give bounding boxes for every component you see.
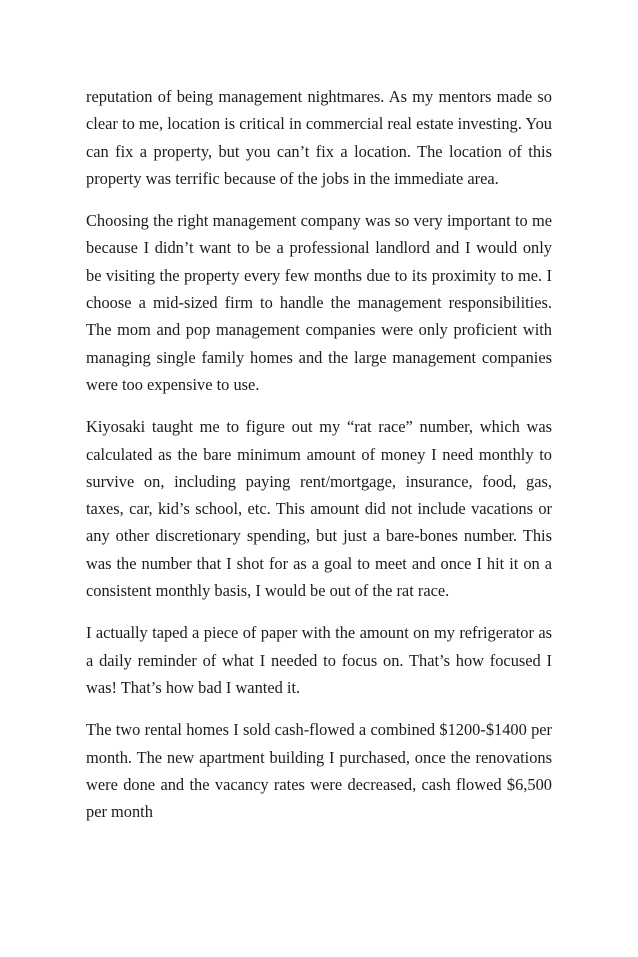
paragraph-location: reputation of being management nightmares. As my mentors made so clear to me, location is critical in commercial real estate investing. You can fix a property, but you can’t fix a location. The location of this property was terrific because of the jobs in the immediate area. [86,87,552,188]
paragraph-cash-flow: The two rental homes I sold cash-flowed a combined $1200-$1400 per month. The new apartment building I purchased, once the renovations were done and the vacancy rates were decreased, cash flowed $6,500 per month [86,720,552,822]
paragraph-refrigerator-reminder: I actually taped a piece of paper with the amount on my refrigerator as a daily reminder of what I needed to focus on. That’s how focused I was! That’s how bad I wanted it. [86,623,552,697]
page-body [86,83,552,825]
paragraph-rat-race-number: Kiyosaki taught me to figure out my “rat race” number, which was calculated as the bare minimum amount of money I need monthly to survive on, including paying rent/mortgage, insurance, food, gas, taxes, car, kid’s school, etc. This amount did not include vacations or any other discretionary spending, but just a bare-bones number. This was the number that I shot for as a goal to meet and once I hit it on a consistent monthly basis, I would be out of the rat race. [86,417,552,601]
paragraph-management-company: Choosing the right management company was so very important to me because I didn’t want to be a professional landlord and I would only be visiting the property every few months due to its proximity to me. I choose a mid-sized firm to handle the management responsibilities. The mom and pop management companies were only proficient with managing single family homes and the large management companies were too expensive to use. [86,211,552,394]
